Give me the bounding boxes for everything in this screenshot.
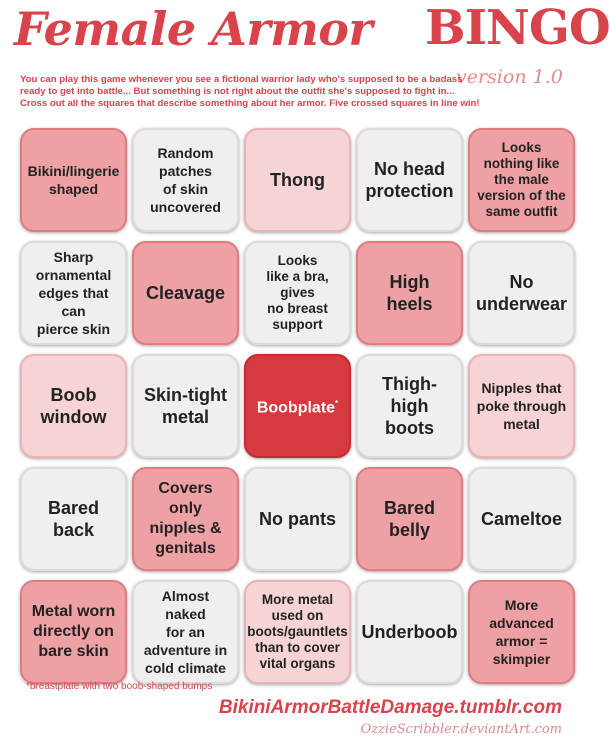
intro-line: Cross out all the squares that describe something about her armor. Five crossed squares in line win! [20, 98, 480, 109]
square-label-line: Almost naked [161, 588, 210, 622]
square-label-line: nothing like [483, 156, 560, 171]
square-label [140, 587, 231, 677]
bingo-board [20, 128, 575, 684]
square-label-line: vital organs [259, 656, 336, 671]
square-label-line: genitals [155, 540, 216, 557]
square-label-line: underwear [475, 294, 568, 314]
square-label-line: metal [161, 407, 210, 427]
bingo-square[interactable] [20, 580, 127, 684]
square-label-line: edges that can [38, 285, 109, 319]
square-label [266, 253, 328, 333]
square-label-line: cold climate [145, 660, 226, 676]
intro-line: You can play this game whenever you see a fictional warrior lady who's supposed to be a badass [20, 74, 463, 85]
bingo-square[interactable] [356, 467, 463, 571]
bingo-square[interactable] [244, 580, 351, 684]
square-label-line: like a bra, [266, 269, 329, 284]
bingo-square[interactable] [356, 241, 463, 345]
bingo-title: BINGO [425, 0, 610, 56]
square-label-line: Metal worn [31, 603, 116, 620]
square-label-line: Looks [277, 253, 318, 268]
bingo-square[interactable] [132, 241, 239, 345]
square-label-line: skimpier [492, 651, 551, 667]
square-label-line: directly on [33, 623, 114, 640]
bingo-square[interactable] [132, 580, 239, 684]
credit-tumblr: BikiniArmorBattleDamage.tumblr.com [218, 697, 562, 718]
square-label-line: the male [494, 172, 549, 187]
square-label-line: no breast [267, 301, 328, 316]
title: Female Armor [14, 2, 373, 56]
square-label-line: bare skin [38, 643, 109, 660]
square-label-line: More metal [261, 592, 334, 607]
version-label: version 1.0 [456, 66, 563, 88]
square-label [366, 158, 454, 202]
square-label [144, 384, 227, 428]
square-label-line: No pants [258, 509, 336, 529]
bingo-square[interactable] [468, 354, 575, 458]
square-label-line: Boob [50, 385, 97, 405]
square-label-line: poke through [476, 398, 567, 414]
square-label [146, 282, 225, 304]
square-label-line: High heels [386, 272, 433, 314]
credit-deviantart: OzzieScribbler.deviantArt.com [360, 722, 562, 737]
square-label [259, 508, 336, 530]
square-label-line: Thigh-high [382, 374, 437, 416]
square-label-line: metal [503, 416, 540, 432]
square-label-line: Underboob [361, 622, 458, 642]
square-label-line: belly [388, 520, 431, 540]
square-label-line: ornamental [35, 267, 112, 283]
square-label-line: version of the [477, 188, 566, 203]
square-label [32, 602, 116, 662]
square-label-line: Nipples that [481, 380, 562, 396]
free-square[interactable] [244, 354, 351, 458]
square-label [477, 379, 566, 433]
square-label [364, 271, 455, 315]
square-label-line: gives [280, 285, 315, 300]
square-label-line: of skin [162, 181, 209, 197]
bingo-square[interactable] [468, 128, 575, 232]
square-label [28, 248, 119, 338]
bingo-square[interactable] [468, 580, 575, 684]
bingo-square[interactable] [20, 354, 127, 458]
square-label-line: Random [157, 145, 214, 161]
square-label-line: No [509, 272, 534, 292]
square-label [489, 596, 554, 668]
square-label [477, 140, 566, 220]
square-label-line: armor = [495, 633, 548, 649]
square-label-line: shaped [48, 181, 98, 197]
square-label [140, 479, 231, 559]
square-label [362, 621, 458, 643]
square-label [481, 508, 562, 530]
square-label [28, 162, 120, 198]
square-label-line: Cleavage [145, 283, 226, 303]
square-label-line: No head [373, 159, 445, 179]
square-label [384, 497, 435, 541]
square-label [247, 592, 348, 672]
square-label-line: protection [365, 181, 454, 201]
bingo-square[interactable] [244, 128, 351, 232]
bingo-square[interactable] [132, 467, 239, 571]
square-label [476, 271, 567, 315]
square-label [28, 497, 119, 541]
intro-text [20, 74, 480, 110]
square-label-line: Bared back [47, 498, 100, 540]
bingo-square[interactable] [132, 128, 239, 232]
bingo-square[interactable] [20, 128, 127, 232]
bingo-square[interactable] [356, 354, 463, 458]
square-label-line: Cameltoe [480, 509, 563, 529]
bingo-square[interactable] [468, 241, 575, 345]
square-label-line: support [272, 317, 323, 332]
square-label-line: Looks [501, 140, 542, 155]
square-label-line: Thong [270, 170, 325, 190]
square-label [41, 384, 107, 428]
square-label [150, 144, 221, 216]
bingo-square[interactable] [20, 467, 127, 571]
footnote-marker: * [335, 398, 339, 408]
square-label-line: window [40, 407, 107, 427]
square-label [364, 373, 455, 439]
square-label-line: Skin-tight [144, 385, 227, 405]
bingo-square[interactable] [244, 241, 351, 345]
intro-line: ready to get into battle... But something is not right about the outfit she's supposed to fight in... [20, 86, 455, 97]
square-label-line: Bared [383, 498, 436, 518]
bingo-square[interactable] [244, 467, 351, 571]
bingo-square[interactable] [468, 467, 575, 571]
bingo-square[interactable] [356, 580, 463, 684]
square-label-line: More [504, 597, 539, 613]
square-label-line: uncovered [150, 199, 221, 215]
square-label-line: Sharp [53, 249, 94, 265]
square-label-line: boots/gauntlets [247, 624, 348, 639]
square-label [270, 169, 325, 191]
bingo-square[interactable] [356, 128, 463, 232]
square-label-line: Boobplate* [256, 398, 339, 417]
footnote: *breastplate with two boob-shaped bumps [26, 681, 213, 692]
square-label-line: advanced [489, 615, 554, 631]
square-label-line: same outfit [485, 204, 558, 219]
square-label [257, 394, 338, 418]
bingo-square[interactable] [132, 354, 239, 458]
square-label-line: Covers only [158, 480, 213, 517]
square-label-line: adventure in [143, 642, 228, 658]
square-label-line: nipples & [149, 520, 222, 537]
square-label-line: for an [166, 624, 205, 640]
bingo-square[interactable] [20, 241, 127, 345]
square-label-line: Bikini/lingerie [27, 163, 120, 179]
square-label-line: boots [385, 418, 434, 438]
square-label-line: patches [159, 163, 212, 179]
square-label-line: than to cover [255, 640, 340, 655]
square-label-line: pierce skin [36, 321, 111, 337]
square-label-line: used on [271, 608, 324, 623]
